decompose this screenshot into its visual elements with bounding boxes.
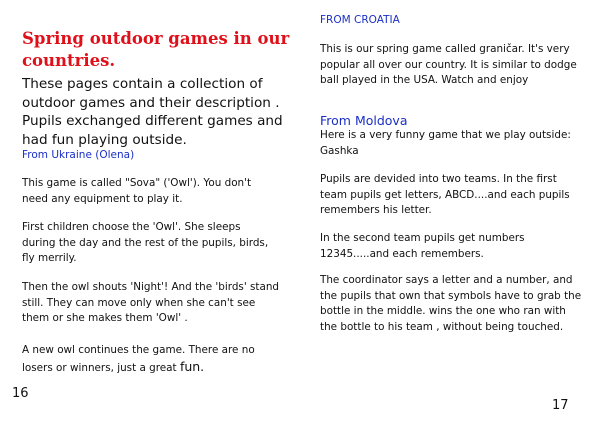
paragraph-owl-choose: First children choose the 'Owl'. She sleeps during the day and the rest of the pupils, birds, fly merrily. xyxy=(22,221,269,264)
paragraph-new-owl-text: A new owl continues the game. There are no losers or winners, just a great xyxy=(22,344,255,374)
page-number-left: 16 xyxy=(12,386,29,401)
moldova-intro: Here is a very funny game that we play outside: Gashka xyxy=(320,129,571,157)
from-croatia-heading: FROM CROATIA xyxy=(320,14,400,26)
right-page xyxy=(300,0,600,424)
fun-word: fun. xyxy=(179,358,205,374)
moldova-numbers: In the second team pupils get numbers 12345.....and each remembers. xyxy=(320,232,525,260)
paragraph-new-owl xyxy=(22,343,277,376)
page-title: Spring outdoor games in our countries. xyxy=(22,29,290,70)
intro-text: These pages contain a collection of outdoor games and their description . Pupils exchanged different games and had fun playing outside. xyxy=(22,76,283,148)
paragraph-night: Then the owl shouts 'Night'! And the 'birds' stand still. They can move only when she can't see them or she makes them 'Owl' . xyxy=(22,281,280,324)
croatia-paragraph: This is our spring game called graničar. It's very popular all over our country. It is similar to dodge ball played in the USA. Watch and enjoy xyxy=(320,43,577,86)
page-number-right: 17 xyxy=(552,398,569,413)
from-moldova-heading: From Moldova xyxy=(320,113,408,128)
moldova-coordinator: The coordinator says a letter and a number, and the pupils that own that symbols have to grab the bottle in the middle. wins the one who ran with the bottle to his team , without being touched. xyxy=(320,274,582,333)
moldova-teams: Pupils are devided into two teams. In the first team pupils get letters, ABCD....and each pupils remembers his letter. xyxy=(320,173,570,216)
from-ukraine-heading: From Ukraine (Olena) xyxy=(22,149,135,161)
paragraph-sova-intro: This game is called "Sova" ('Owl'). You don't need any equipment to play it. xyxy=(22,177,252,205)
